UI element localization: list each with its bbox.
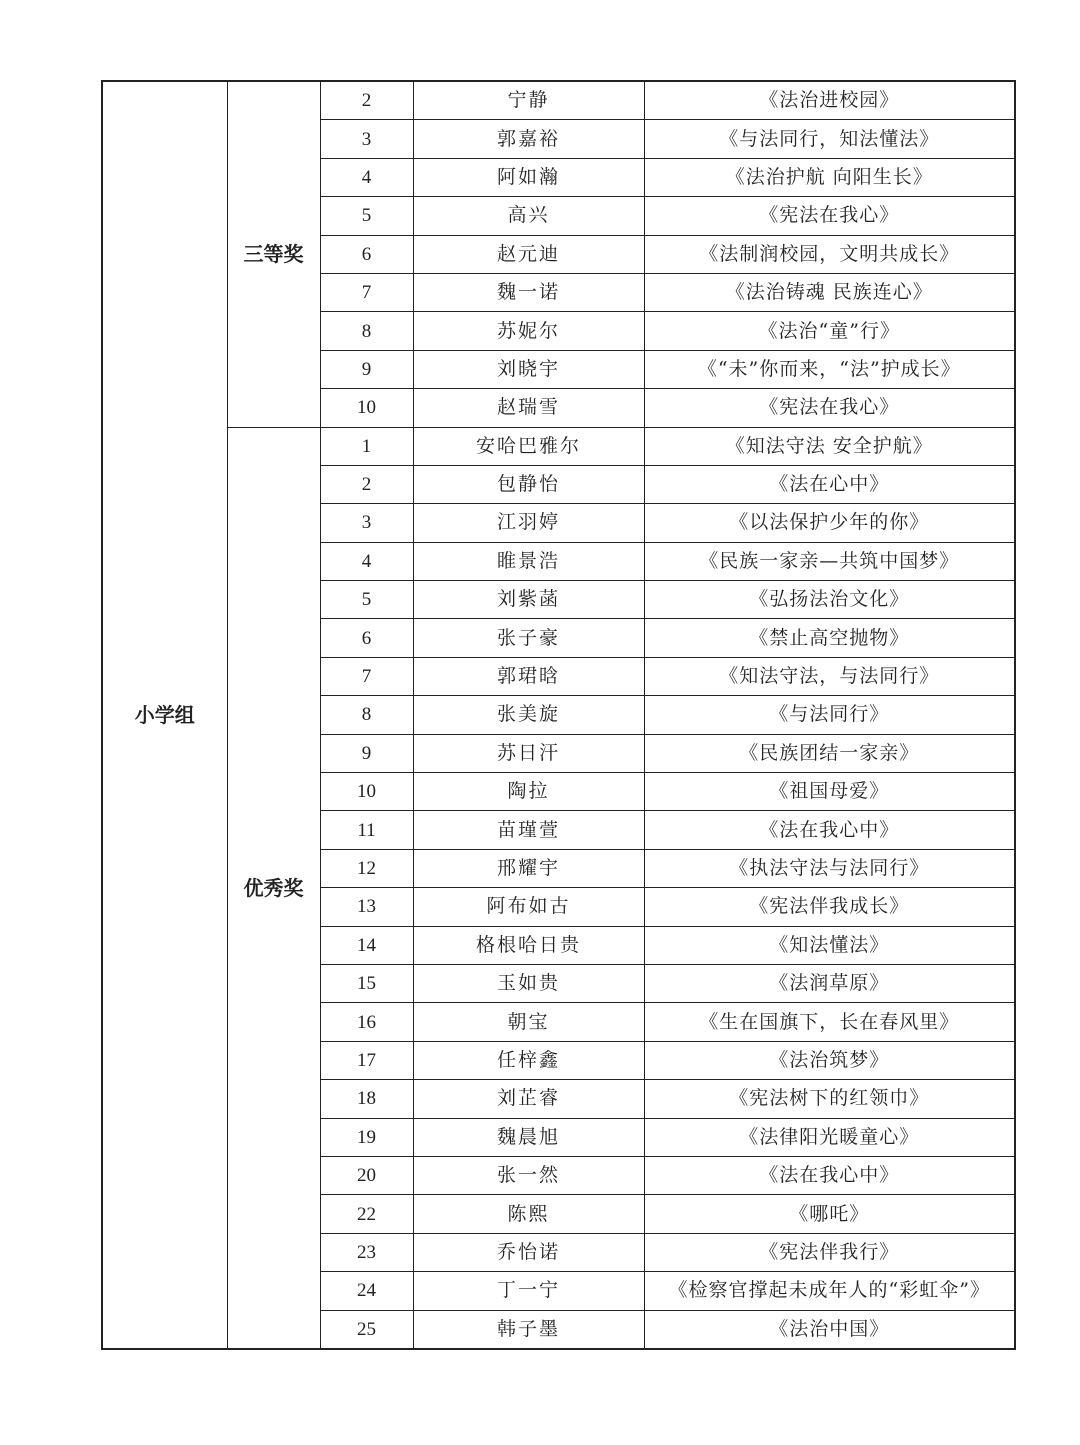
work-title: 《法在心中》	[644, 465, 1015, 503]
work-title: 《民族一家亲—共筑中国梦》	[644, 542, 1015, 580]
student-name: 丁一宁	[413, 1272, 644, 1310]
work-title: 《知法守法，与法同行》	[644, 657, 1015, 695]
work-title: 《法治“童”行》	[644, 312, 1015, 350]
student-name: 江羽婷	[413, 504, 644, 542]
student-name: 高兴	[413, 197, 644, 235]
entry-number: 11	[320, 811, 413, 849]
award-level-label: 优秀奖	[227, 427, 320, 1349]
work-title: 《与法同行，知法懂法》	[644, 120, 1015, 158]
entry-number: 5	[320, 581, 413, 619]
work-title: 《“未”你而来，“法”护成长》	[644, 350, 1015, 388]
student-name: 张一然	[413, 1156, 644, 1194]
student-name: 刘芷睿	[413, 1080, 644, 1118]
entry-number: 22	[320, 1195, 413, 1233]
entry-number: 25	[320, 1310, 413, 1349]
student-name: 魏晨旭	[413, 1118, 644, 1156]
entry-number: 3	[320, 504, 413, 542]
student-name: 张美旋	[413, 696, 644, 734]
entry-number: 5	[320, 197, 413, 235]
entry-number: 14	[320, 926, 413, 964]
entry-number: 18	[320, 1080, 413, 1118]
student-name: 包静怡	[413, 465, 644, 503]
student-name: 朝宝	[413, 1003, 644, 1041]
work-title: 《与法同行》	[644, 696, 1015, 734]
work-title: 《法制润校园，文明共成长》	[644, 235, 1015, 273]
work-title: 《知法懂法》	[644, 926, 1015, 964]
work-title: 《以法保护少年的你》	[644, 504, 1015, 542]
work-title: 《法治护航 向阳生长》	[644, 158, 1015, 196]
work-title: 《宪法在我心》	[644, 389, 1015, 427]
work-title: 《宪法树下的红领巾》	[644, 1080, 1015, 1118]
entry-number: 7	[320, 657, 413, 695]
award-list-table	[101, 80, 1016, 1350]
entry-number: 8	[320, 696, 413, 734]
student-name: 赵元迪	[413, 235, 644, 273]
entry-number: 4	[320, 542, 413, 580]
work-title: 《祖国母爱》	[644, 773, 1015, 811]
entry-number: 2	[320, 81, 413, 120]
entry-number: 12	[320, 849, 413, 887]
student-name: 陶拉	[413, 773, 644, 811]
entry-number: 9	[320, 350, 413, 388]
student-name: 阿如瀚	[413, 158, 644, 196]
student-name: 赵瑞雪	[413, 389, 644, 427]
work-title: 《禁止高空抛物》	[644, 619, 1015, 657]
student-name: 陈熙	[413, 1195, 644, 1233]
student-name: 玉如贵	[413, 964, 644, 1002]
work-title: 《法律阳光暖童心》	[644, 1118, 1015, 1156]
entry-number: 10	[320, 389, 413, 427]
award-table-body	[102, 81, 1015, 1349]
work-title: 《哪吒》	[644, 1195, 1015, 1233]
entry-number: 13	[320, 888, 413, 926]
entry-number: 6	[320, 619, 413, 657]
work-title: 《宪法伴我行》	[644, 1233, 1015, 1271]
entry-number: 23	[320, 1233, 413, 1271]
work-title: 《民族团结一家亲》	[644, 734, 1015, 772]
entry-number: 15	[320, 964, 413, 1002]
entry-number: 9	[320, 734, 413, 772]
work-title: 《宪法伴我成长》	[644, 888, 1015, 926]
entry-number: 10	[320, 773, 413, 811]
entry-number: 4	[320, 158, 413, 196]
work-title: 《检察官撑起未成年人的“彩虹伞”》	[644, 1272, 1015, 1310]
student-name: 睢景浩	[413, 542, 644, 580]
student-name: 张子豪	[413, 619, 644, 657]
work-title: 《弘扬法治文化》	[644, 581, 1015, 619]
entry-number: 2	[320, 465, 413, 503]
student-name: 宁静	[413, 81, 644, 120]
student-name: 魏一诺	[413, 273, 644, 311]
group-label: 小学组	[102, 81, 227, 1349]
award-level-label: 三等奖	[227, 81, 320, 427]
work-title: 《生在国旗下，长在春风里》	[644, 1003, 1015, 1041]
table-row	[102, 81, 1015, 120]
work-title: 《法治筑梦》	[644, 1041, 1015, 1079]
work-title: 《宪法在我心》	[644, 197, 1015, 235]
work-title: 《法治铸魂 民族连心》	[644, 273, 1015, 311]
student-name: 刘紫菡	[413, 581, 644, 619]
student-name: 苏日汗	[413, 734, 644, 772]
entry-number: 8	[320, 312, 413, 350]
work-title: 《知法守法 安全护航》	[644, 427, 1015, 465]
entry-number: 16	[320, 1003, 413, 1041]
work-title: 《法在我心中》	[644, 1156, 1015, 1194]
work-title: 《法在我心中》	[644, 811, 1015, 849]
student-name: 阿布如古	[413, 888, 644, 926]
student-name: 格根哈日贵	[413, 926, 644, 964]
work-title: 《法治中国》	[644, 1310, 1015, 1349]
entry-number: 3	[320, 120, 413, 158]
student-name: 苏妮尔	[413, 312, 644, 350]
entry-number: 6	[320, 235, 413, 273]
work-title: 《法润草原》	[644, 964, 1015, 1002]
student-name: 乔怡诺	[413, 1233, 644, 1271]
student-name: 刘晓宇	[413, 350, 644, 388]
work-title: 《执法守法与法同行》	[644, 849, 1015, 887]
entry-number: 19	[320, 1118, 413, 1156]
student-name: 郭珺晗	[413, 657, 644, 695]
entry-number: 7	[320, 273, 413, 311]
student-name: 安哈巴雅尔	[413, 427, 644, 465]
table-row	[102, 427, 1015, 465]
entry-number: 17	[320, 1041, 413, 1079]
work-title: 《法治进校园》	[644, 81, 1015, 120]
entry-number: 24	[320, 1272, 413, 1310]
student-name: 邢耀宇	[413, 849, 644, 887]
student-name: 韩子墨	[413, 1310, 644, 1349]
student-name: 郭嘉裕	[413, 120, 644, 158]
student-name: 任梓鑫	[413, 1041, 644, 1079]
entry-number: 20	[320, 1156, 413, 1194]
entry-number: 1	[320, 427, 413, 465]
student-name: 苗瑾萱	[413, 811, 644, 849]
